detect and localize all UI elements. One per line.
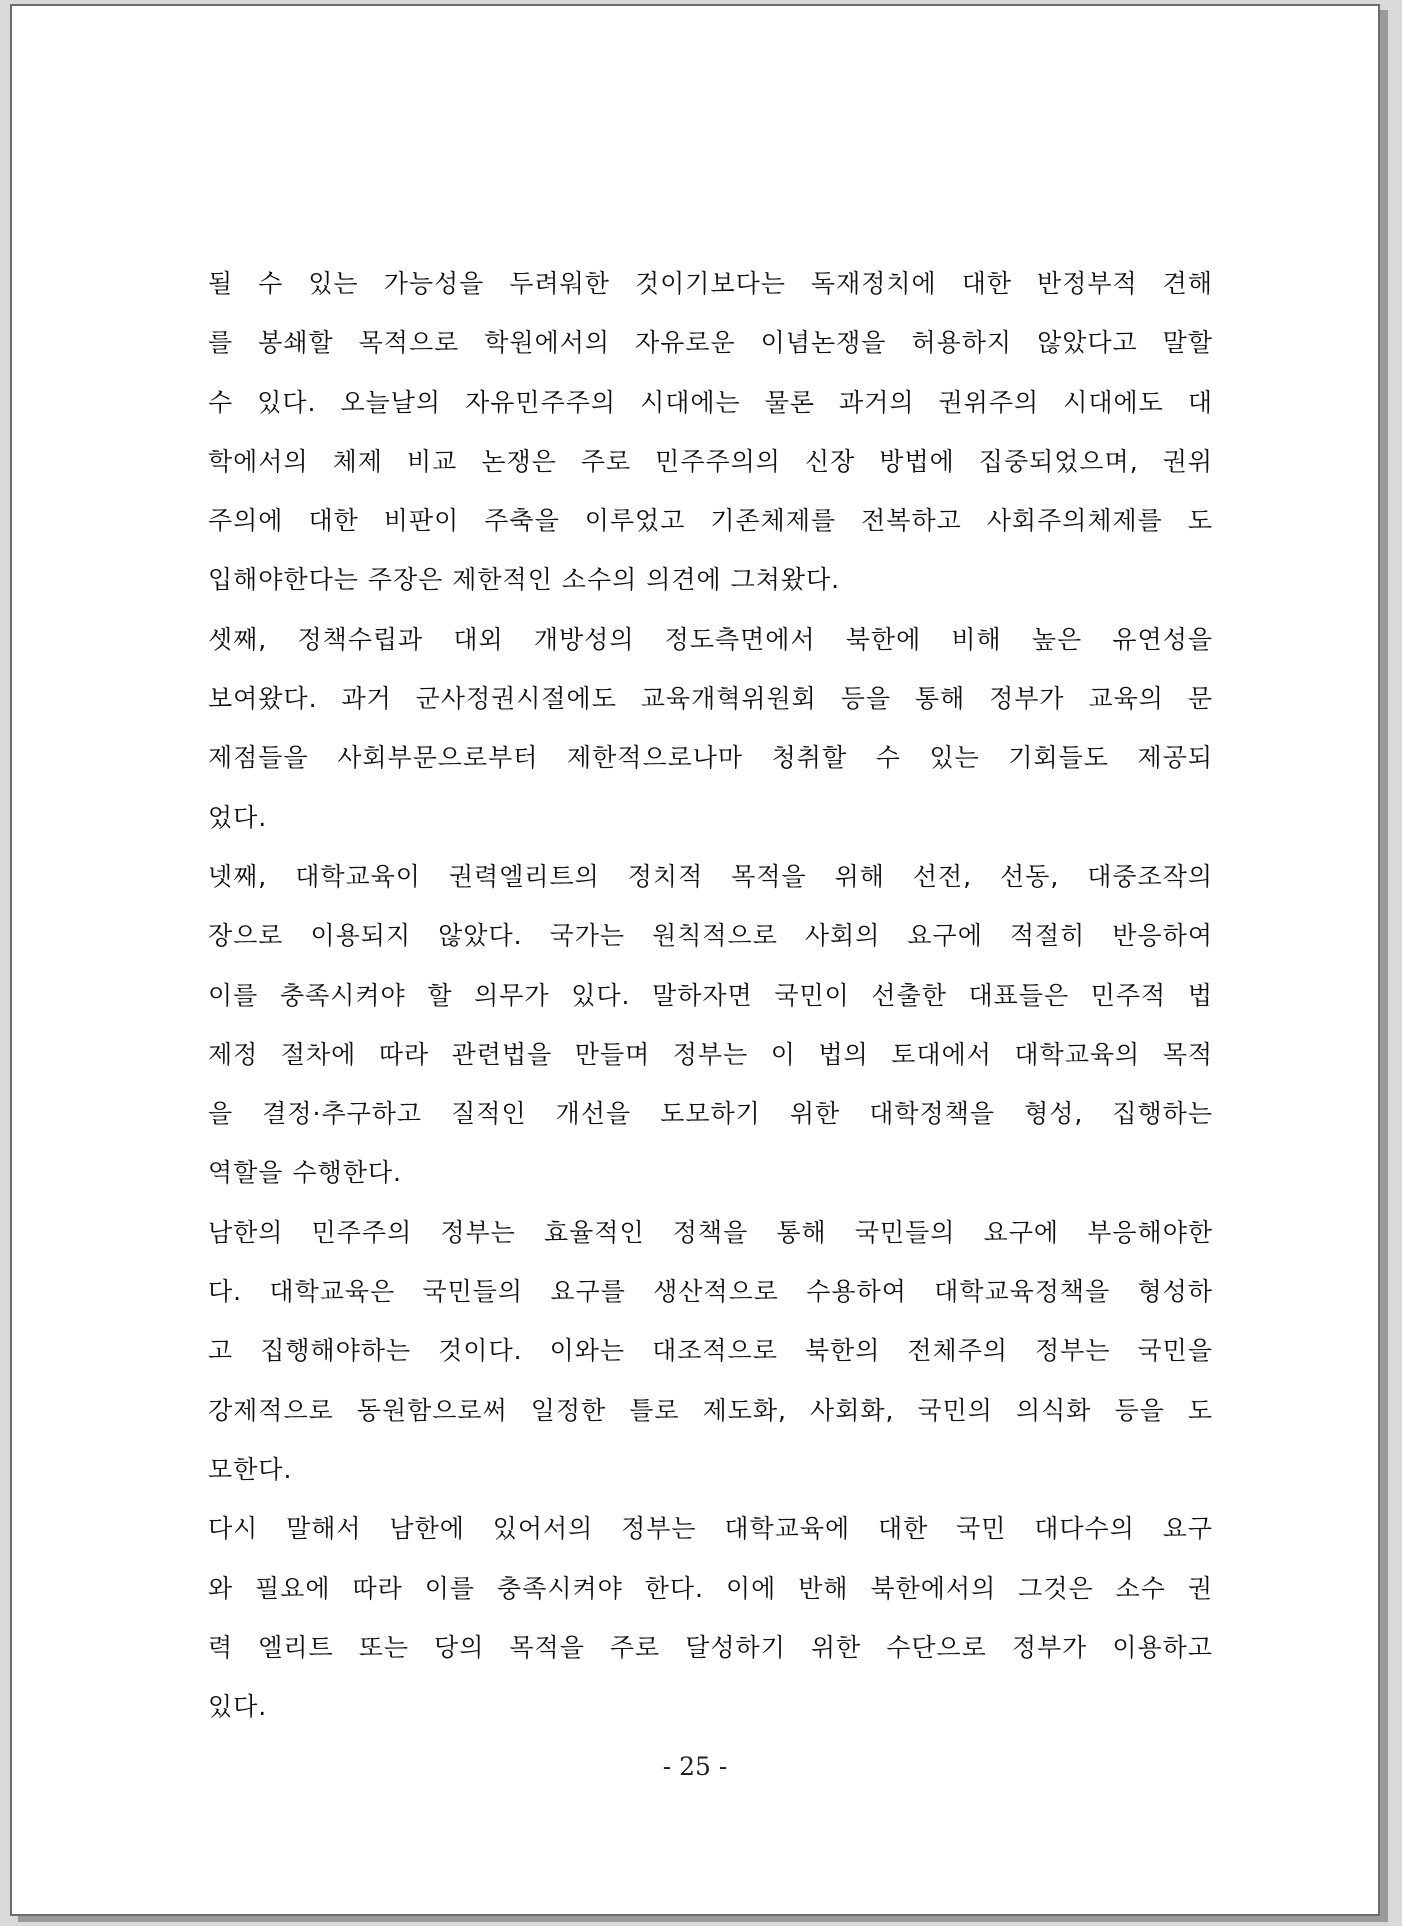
text-line: 될 수 있는 가능성을 두려워한 것이기보다는 독재정치에 대한 반정부적 견해 — [208, 269, 1213, 298]
text-line: 제점들을 사회부문으로부터 제한적으로나마 청취할 수 있는 기회들도 제공되 — [208, 743, 1213, 773]
text-line: 었다. — [208, 802, 268, 832]
text-line: 력 엘리트 또는 당의 목적을 주로 달성하기 위한 수단으로 정부가 이용하고 — [208, 1632, 1213, 1662]
text-line: 강제적으로 동원함으로써 일정한 틀로 제도화, 사회화, 국민의 의식화 등을 도 — [208, 1395, 1213, 1425]
text-line: 고 집행해야하는 것이다. 이와는 대조적으로 북한의 전체주의 정부는 국민을 — [208, 1336, 1213, 1366]
text-line: 주의에 대한 비판이 주축을 이루었고 기존체제를 전복하고 사회주의체제를 도 — [208, 506, 1213, 536]
text-line: 보여왔다. 과거 군사정권시절에도 교육개혁위원회 등을 통해 정부가 교육의 문 — [208, 684, 1213, 714]
text-line: 다시 말해서 남한에 있어서의 정부는 대학교육에 대한 국민 대다수의 요구 — [208, 1514, 1213, 1544]
text-line: 모한다. — [208, 1454, 293, 1484]
text-line: 셋째, 정책수립과 대외 개방성의 정도측면에서 북한에 비해 높은 유연성을 — [208, 624, 1213, 654]
text-line: 제정 절차에 따라 관련법을 만들며 정부는 이 법의 토대에서 대학교육의 목적 — [208, 1039, 1213, 1069]
text-line: 장으로 이용되지 않았다. 국가는 원칙적으로 사회의 요구에 적절히 반응하여 — [208, 921, 1213, 951]
text-line: 입해야한다는 주장은 제한적인 소수의 의견에 그쳐왔다. — [208, 565, 841, 595]
text-line: 역할을 수행한다. — [208, 1158, 402, 1188]
text-line: 다. 대학교육은 국민들의 요구를 생산적으로 수용하여 대학교육정책을 형성하 — [208, 1277, 1213, 1307]
text-line: 를 봉쇄할 목적으로 학원에서의 자유로운 이념논쟁을 허용하지 않았다고 말할 — [208, 328, 1213, 358]
text-line: 남한의 민주주의 정부는 효율적인 정책을 통해 국민들의 요구에 부응해야한 — [208, 1217, 1213, 1247]
text-line: 학에서의 체제 비교 논쟁은 주로 민주주의의 신장 방법에 집중되었으며, 권위 — [208, 446, 1213, 476]
body-text — [208, 254, 1213, 1736]
text-line: 이를 충족시켜야 할 의무가 있다. 말하자면 국민이 선출한 대표들은 민주적 법 — [208, 980, 1213, 1010]
text-line: 와 필요에 따라 이를 충족시켜야 한다. 이에 반해 북한에서의 그것은 소수 권 — [208, 1573, 1213, 1603]
text-line: 있다. — [208, 1692, 268, 1722]
document-page — [10, 4, 1380, 1916]
text-line: 넷째, 대학교육이 권력엘리트의 정치적 목적을 위해 선전, 선동, 대중조작의 — [208, 861, 1213, 891]
text-line: 수 있다. 오늘날의 자유민주주의 시대에는 물론 과거의 권위주의 시대에도 대 — [208, 387, 1213, 417]
page-number: - 25 - — [662, 1752, 728, 1781]
text-line: 을 결정·추구하고 질적인 개선을 도모하기 위한 대학정책을 형성, 집행하는 — [208, 1099, 1213, 1129]
